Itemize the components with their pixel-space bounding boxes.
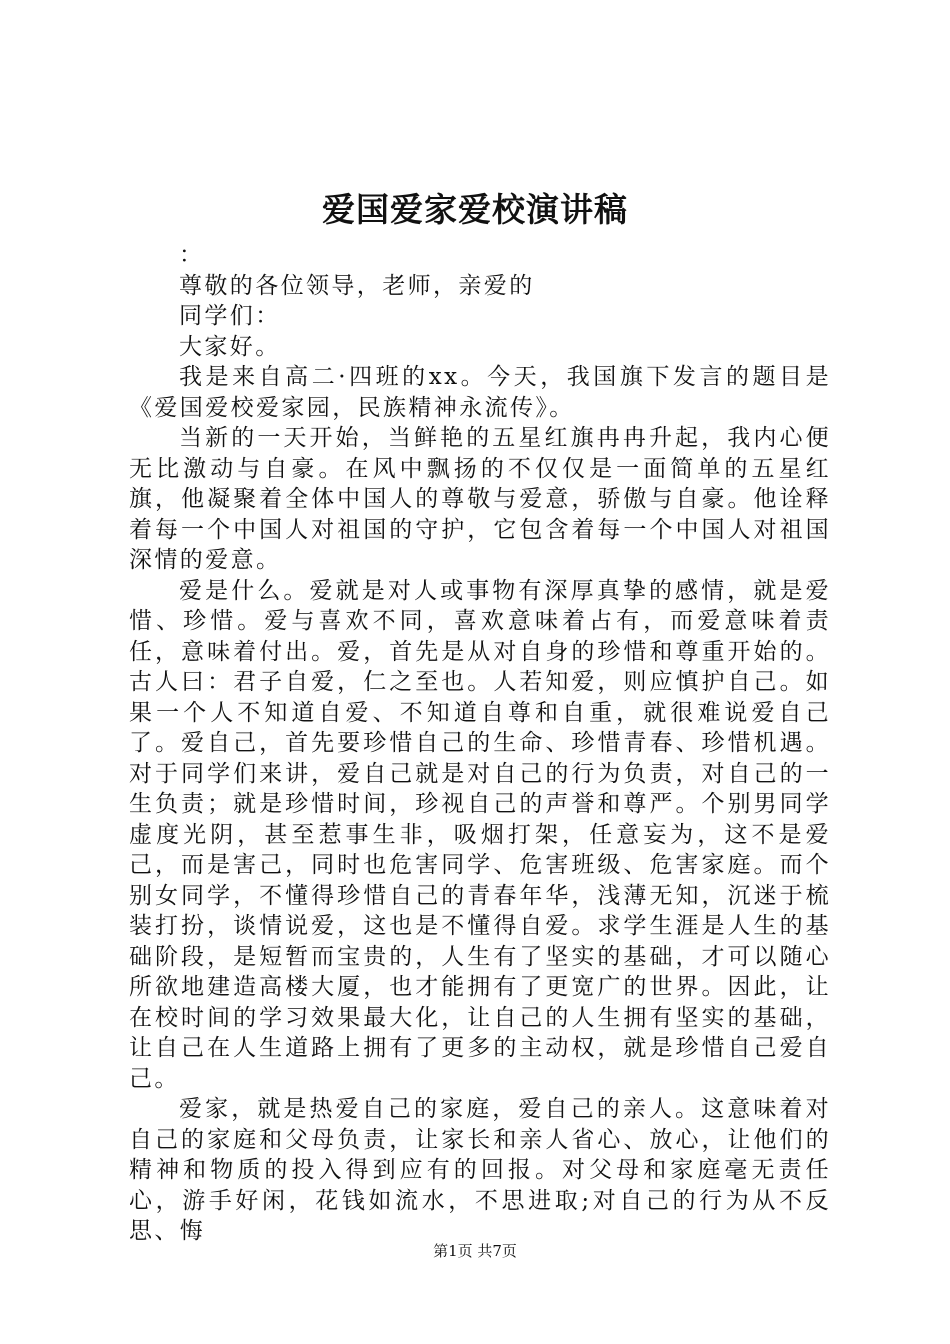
salutation-line-1: 尊敬的各位领导，老师，亲爱的 <box>179 272 535 299</box>
greeting: 大家好。 <box>179 333 281 360</box>
salutation-line-2: 同学们： <box>179 303 281 329</box>
paragraph-love-family: 爱家，就是热爱自己的家庭，爱自己的亲人。这意味着对自己的家庭和父母负责，让家长和亲人省心、放心，让他们的精神和物质的投入得到应有的回报。对父母和家庭毫无责任心，游手好闲，花钱如流水，不思进取;对自己的行为从不反思、悔 <box>129 1096 831 1244</box>
paragraph-intro: 我是来自高二·四班的xx。今天，我国旗下发言的题目是《爱国爱校爱家园，民族精神永流传》。 <box>129 364 831 421</box>
salutation-colon: ： <box>179 242 205 268</box>
document-body <box>129 240 831 1247</box>
document-title: 爱国爱家爱校演讲稿 <box>322 190 628 229</box>
paragraph-flag: 当新的一天开始，当鲜艳的五星红旗冉冉升起，我内心便无比激动与自豪。在风中飘扬的不仅仅是一面简单的五星红旗，他凝聚着全体中国人的尊敬与爱意，骄傲与自豪。他诠释着每一个中国人对祖国的守护，它包含着每一个中国人对祖国深情的爱意。 <box>129 425 831 573</box>
page-footer: 第1页 共7页 <box>433 1242 517 1260</box>
paragraph-love-self: 爱是什么。爱就是对人或事物有深厚真挚的感情，就是爱惜、珍惜。爱与喜欢不同，喜欢意味着占有，而爱意味着责任，意味着付出。爱，首先是从对自身的珍惜和尊重开始的。古人曰：君子自爱，仁之至也。人若知爱，则应慎护自己。如果一个人不知道自爱、不知道自尊和自重，就很难说爱自己了。爱自己，首先要珍惜自己的生命、珍惜青春、珍惜机遇。对于同学们来讲，爱自己就是对自己的行为负责，对自己的一生负责；就是珍惜时间，珍视自己的声誉和尊严。个别男同学虚度光阴，甚至惹事生非，吸烟打架，任意妄为，这不是爱己，而是害己，同时也危害同学、危害班级、危害家庭。而个别女同学，不懂得珍惜自己的青春年华，浅薄无知，沉迷于梳装打扮，谈情说爱，这也是不懂得自爱。求学生涯是人生的基础阶段，是短暂而宝贵的，人生有了坚实的基础，才可以随心所欲地建造高楼大厦，也才能拥有了更宽广的世界。因此，让在校时间的学习效果最大化，让自己的人生拥有坚实的基础，让自己在人生道路上拥有了更多的主动权，就是珍惜自己爱自己。 <box>129 577 831 1092</box>
